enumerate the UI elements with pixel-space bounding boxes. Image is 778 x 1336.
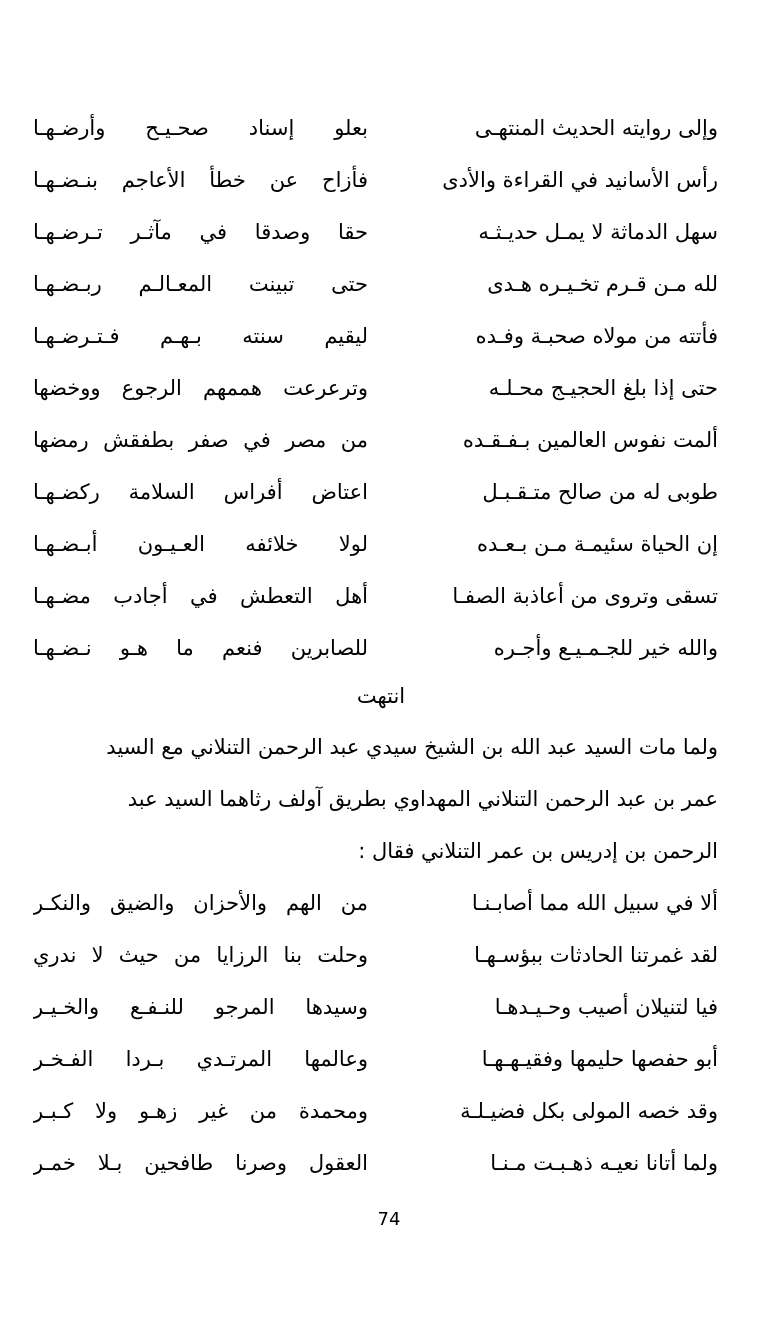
- verse-second-half: العقول وصرنا طافحين بـلا خمـر: [33, 1151, 368, 1175]
- verse-second-half: بعلو إسناد صحـيـح وأرضـهـا: [33, 116, 368, 140]
- verse-line: [0, 883, 778, 923]
- verse-second-half: وترعرعت هممهم الرجوع ووخضها: [33, 376, 368, 400]
- prose-line: عمر بن عبد الرحمن التنلاني المهداوي بطريق آولف رثاهما السيد عبد: [127, 787, 718, 811]
- verse-line: [0, 628, 778, 668]
- verse-line: [0, 987, 778, 1027]
- verse-line: [0, 108, 778, 148]
- verse-second-half: وسيدها المرجو للنـفـع والخـيـر: [33, 995, 368, 1019]
- verse-second-half: وعالمها المرتـدي بـردا الفـخـر: [33, 1047, 368, 1071]
- verse-first-half: طوبى له من صالح متـقـبـل: [482, 480, 718, 504]
- verse-second-half: اعتاض أفراس السلامة ركضـهـا: [33, 480, 368, 504]
- verse-first-half: ألمت نفوس العالمين بـفـقـده: [462, 428, 718, 452]
- verse-line: [0, 1143, 778, 1183]
- verse-first-half: فيا لتنيلان أصيب وحـيـدهـا: [494, 995, 718, 1019]
- verse-second-half: ومحمدة من غير زهـو ولا كـبـر: [33, 1099, 368, 1123]
- prose-line: الرحمن بن إدريس بن عمر التنلاني فقال :: [358, 839, 718, 863]
- verse-line: [0, 212, 778, 252]
- verse-first-half: والله خير للجـمـيـع وأجـره: [493, 636, 718, 660]
- verse-line: [0, 935, 778, 975]
- verse-line: [0, 472, 778, 512]
- verse-first-half: رأس الأسانيد في القراءة والأدى: [442, 168, 718, 192]
- verse-line: [0, 316, 778, 356]
- verse-line: [0, 1039, 778, 1079]
- verse-first-half: تسقى وتروى من أعاذبة الصفـا: [452, 584, 718, 608]
- verse-first-half: فأتته من مولاه صحبـة وفـده: [475, 324, 718, 348]
- verse-second-half: لولا خلائفه العـيـون أبـضـهـا: [33, 532, 368, 556]
- verse-line: [0, 264, 778, 304]
- verse-second-half: من الهم والأحزان والضيق والنكـر: [33, 891, 368, 915]
- verse-line: [0, 1091, 778, 1131]
- verse-second-half: أهل التعطش في أجادب مضـهـا: [33, 584, 368, 608]
- verse-second-half: من مصر في صفر بطفقش رمضها: [33, 428, 368, 452]
- prose-line: ولما مات السيد عبد الله بن الشيخ سيدي عبد الرحمن التنلاني مع السيد: [106, 735, 718, 759]
- verse-line: [0, 160, 778, 200]
- verse-first-half: ألا في سبيل الله مما أصابـنـا: [471, 891, 718, 915]
- verse-second-half: ليقيم سنته بـهـم فـتـرضـهـا: [33, 324, 368, 348]
- verse-first-half: وقد خصه المولى بكل فضيـلـة: [460, 1099, 718, 1123]
- verse-second-half: فأزاح عن خطأ الأعاجم بنـضـهـا: [33, 168, 368, 192]
- verse-first-half: ولما أتانا نعيـه ذهـبـت مـنـا: [490, 1151, 718, 1175]
- verse-second-half: حتى تبينت المعـالـم ربـضـهـا: [33, 272, 368, 296]
- verse-line: [0, 420, 778, 460]
- verse-second-half: حقا وصدقا في مآثـر تـرضـهـا: [33, 220, 368, 244]
- end-title-text: انتهت: [356, 684, 406, 708]
- section-end-title: [0, 676, 778, 716]
- verse-second-half: وحلت بنا الرزايا من حيث لا ندري: [33, 943, 368, 967]
- verse-line: [0, 576, 778, 616]
- verse-first-half: إن الحياة سئيمـة مـن بـعـده: [477, 532, 718, 556]
- verse-first-half: لقد غمرتنا الحادثات ببؤسـهـا: [474, 943, 718, 967]
- verse-line: [0, 368, 778, 408]
- verse-second-half: للصابرين فنعم ما هـو نـضـهـا: [33, 636, 368, 660]
- verse-first-half: لله مـن قـرم تخـيـره هـدى: [487, 272, 718, 296]
- verse-first-half: سهل الدماثة لا يمـل حديـثـه: [478, 220, 718, 244]
- verse-first-half: وإلى روايته الحديث المنتهـى: [474, 116, 718, 140]
- verse-first-half: أبو حفصها حليمها وفقيـهـهـا: [481, 1047, 718, 1071]
- page-number: 74: [377, 1209, 401, 1230]
- verse-line: [0, 524, 778, 564]
- verse-first-half: حتى إذا بلغ الحجيـج محـلـه: [488, 376, 718, 400]
